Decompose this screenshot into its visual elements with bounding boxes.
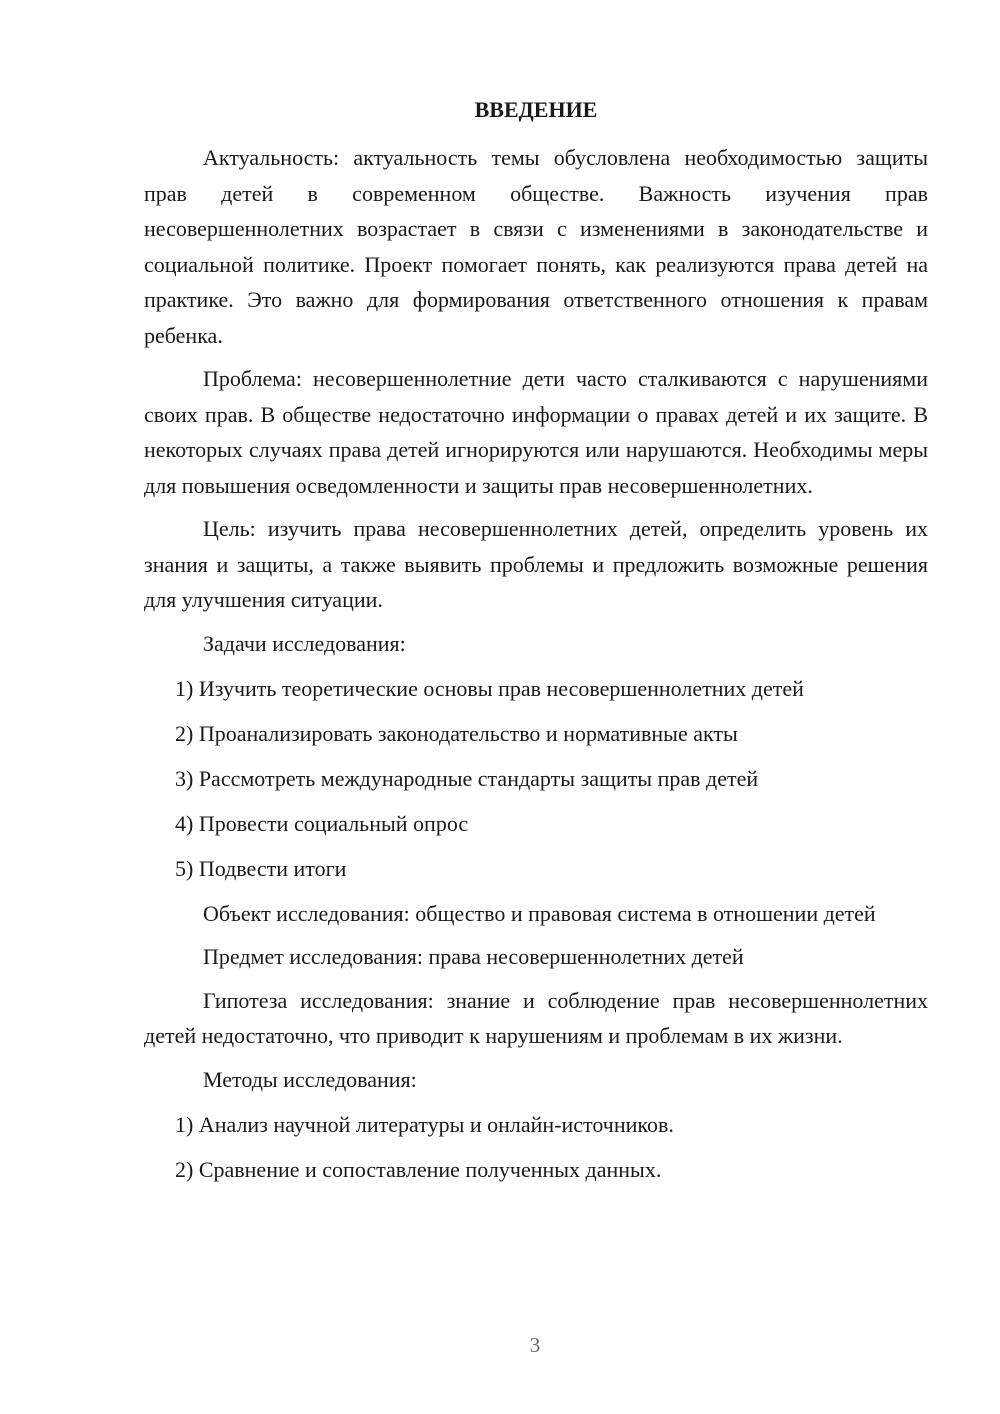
task-item-4: 4) Провести социальный опрос	[175, 810, 469, 836]
tasks-heading: Задачи исследования:	[203, 630, 406, 656]
method-item-2: 2) Сравнение и сопоставление полученных данных.	[175, 1156, 662, 1182]
object-paragraph: Объект исследования: общество и правовая система в отношении детей	[203, 900, 876, 926]
method-item-1: 1) Анализ научной литературы и онлайн-источников.	[175, 1111, 674, 1137]
page-title: ВВЕДЕНИЕ	[474, 97, 598, 122]
page-number: 3	[529, 1333, 541, 1357]
document-body	[144, 94, 928, 1197]
subject-paragraph: Предмет исследования: права несовершеннолетних детей	[203, 944, 744, 969]
task-item-2: 2) Проанализировать законодательство и нормативные акты	[175, 720, 738, 746]
problem-paragraph: Проблема: несовершеннолетние дети часто сталкиваются с нарушениями своих прав. В обществе недостаточно информации о правах детей и их защите. В некоторых случаях права детей игнорируются или нарушаются. Необходимы меры для повышения осведомленности и защиты прав несовершеннолетних.	[144, 366, 928, 498]
task-item-1: 1) Изучить теоретические основы прав несовершеннолетних детей	[175, 675, 804, 701]
task-item-5: 5) Подвести итоги	[175, 855, 347, 881]
hypothesis-paragraph: Гипотеза исследования: знание и соблюдение прав несовершеннолетних детей недостаточно, что приводит к нарушениям и проблемам в их жизни.	[144, 987, 928, 1048]
task-item-3: 3) Рассмотреть международные стандарты защиты прав детей	[175, 765, 759, 791]
relevance-paragraph: Актуальность: актуальность темы обусловлена необходимостью защиты прав детей в современном обществе. Важность изучения прав несовершеннолетних возрастает в связи с изменениями в законодательстве и социальной политике. Проект помогает понять, как реализуются права детей на практике. Это важно для формирования ответственного отношения к правам ребенка.	[144, 145, 928, 348]
goal-paragraph: Цель: изучить права несовершеннолетних детей, определить уровень их знания и защиты, а также выявить проблемы и предложить возможные решения для улучшения ситуации.	[144, 516, 928, 612]
methods-heading: Методы исследования:	[203, 1066, 417, 1092]
